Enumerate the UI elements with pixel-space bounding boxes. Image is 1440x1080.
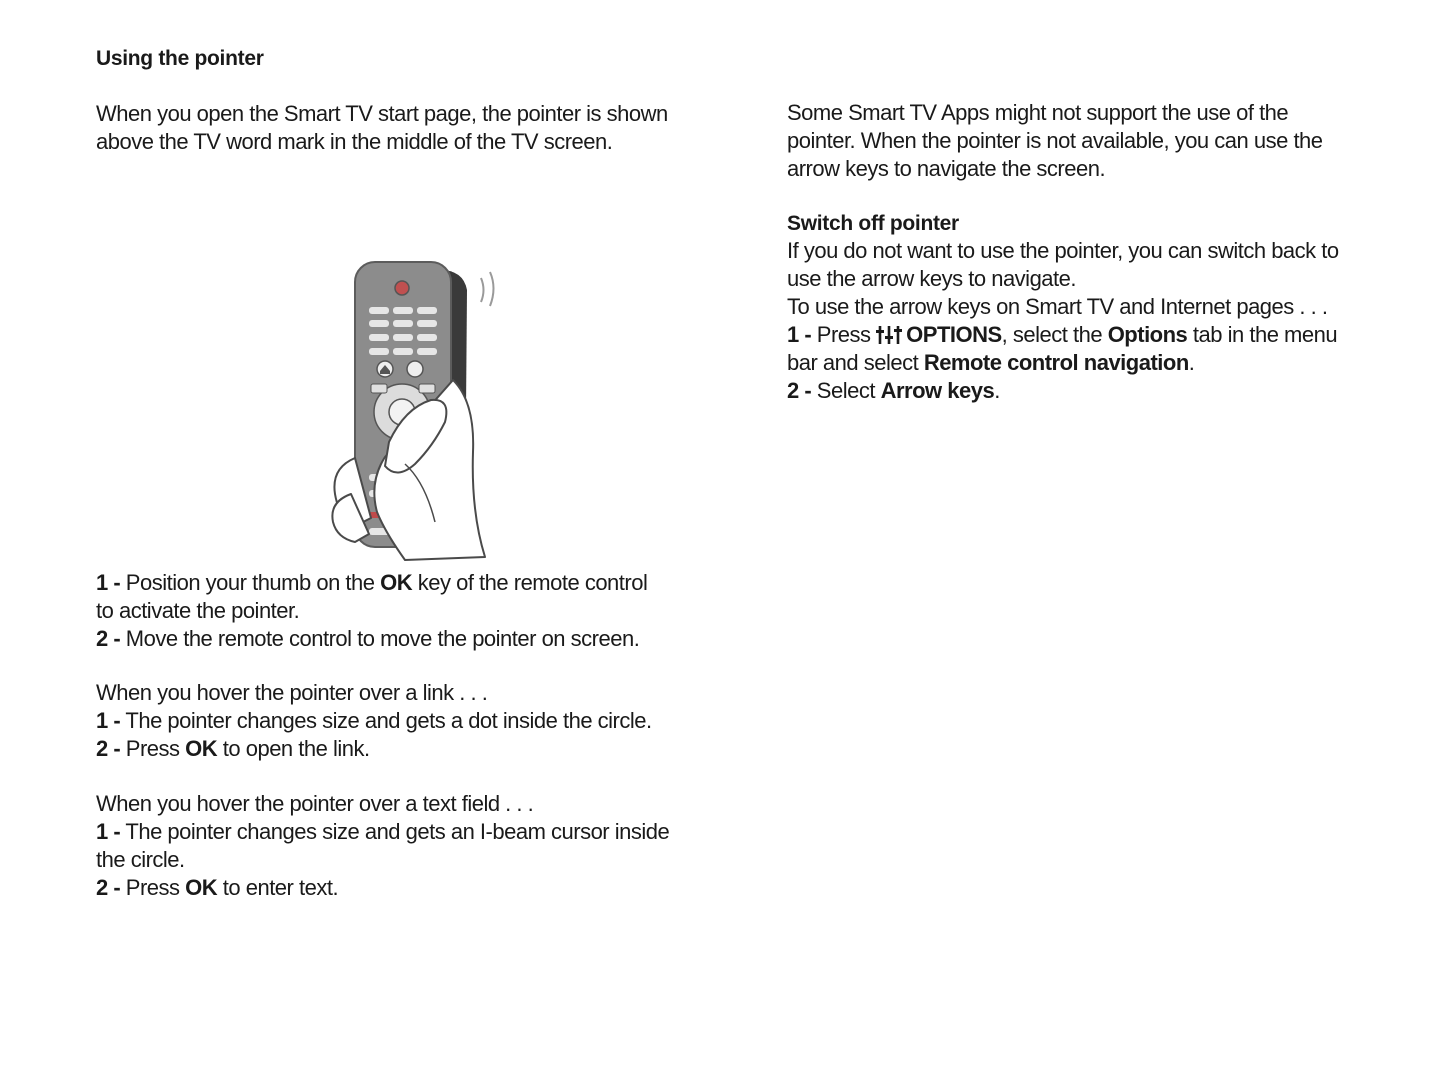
step-1-continued — [787, 349, 1339, 377]
step-1-continued: to activate the pointer. — [96, 598, 300, 623]
options-button-icon — [407, 361, 423, 377]
hover-link-intro: When you hover the pointer over a link . . . — [96, 680, 488, 705]
step-text: , select the — [1001, 322, 1108, 347]
intro-paragraph — [96, 100, 668, 156]
motion-wave-icon — [481, 278, 484, 302]
step-text: key of the remote control — [412, 570, 648, 595]
step-2 — [96, 735, 652, 763]
step-number: 1 - — [96, 708, 121, 733]
ok-key-label: OK — [185, 736, 218, 761]
step-text: . — [1188, 350, 1195, 375]
step-text: to enter text. — [217, 875, 339, 900]
step-text: Select — [811, 378, 881, 403]
hover-textfield-steps — [96, 790, 669, 902]
switch-body-line-3: To use the arrow keys on Smart TV and Internet pages . . . — [787, 294, 1328, 319]
step-text: Press — [120, 875, 186, 900]
step-1 — [787, 321, 1339, 349]
step-text: to open the link. — [217, 736, 370, 761]
step-text: Press — [120, 736, 186, 761]
switch-off-pointer-body — [787, 237, 1339, 405]
apps-note-line-1: Some Smart TV Apps might not support the use of the — [787, 100, 1289, 125]
step-1-continued: the circle. — [96, 847, 185, 872]
step-text: tab in the menu — [1187, 322, 1338, 347]
step-text: Position your thumb on the — [120, 570, 381, 595]
motion-wave-icon — [490, 272, 494, 306]
step-number: 2 - — [96, 875, 121, 900]
step-text: Move the remote control to move the pointer on screen. — [120, 626, 640, 651]
switch-body-line-2: use the arrow keys to navigate. — [787, 266, 1076, 291]
switch-off-pointer-heading: Switch off pointer — [787, 212, 959, 235]
options-icon — [876, 325, 902, 345]
section-title: Using the pointer — [96, 47, 264, 70]
options-tab-label: Options — [1107, 322, 1188, 347]
back-button-icon — [371, 384, 387, 393]
ok-key-label: OK — [185, 875, 218, 900]
step-1 — [96, 707, 652, 735]
step-2 — [787, 377, 1339, 405]
step-1 — [96, 569, 647, 597]
intro-line-1: When you open the Smart TV start page, the pointer is shown — [96, 101, 668, 126]
step-text: Press — [811, 322, 877, 347]
step-2 — [96, 874, 669, 902]
apps-note-line-2: pointer. When the pointer is not available, you can use the — [787, 128, 1323, 153]
hover-textfield-intro: When you hover the pointer over a text field . . . — [96, 791, 534, 816]
step-text: The pointer changes size and gets a dot inside the circle. — [120, 708, 652, 733]
intro-line-2: above the TV word mark in the middle of the TV screen. — [96, 129, 613, 154]
remote-control-navigation-label: Remote control navigation — [923, 350, 1189, 375]
pointer-steps — [96, 569, 647, 653]
apps-note-paragraph — [787, 99, 1323, 183]
step-number: 1 - — [96, 819, 121, 844]
step-text: bar and select — [787, 350, 924, 375]
step-text: The pointer changes size and gets an I-beam cursor inside — [120, 819, 670, 844]
step-number: 2 - — [787, 378, 812, 403]
apps-note-line-3: arrow keys to navigate the screen. — [787, 156, 1106, 181]
step-number: 2 - — [96, 626, 121, 651]
info-button-icon — [419, 384, 435, 393]
switch-body-line-1: If you do not want to use the pointer, you can switch back to — [787, 238, 1339, 263]
options-key-label: OPTIONS — [906, 322, 1002, 347]
hover-link-steps — [96, 679, 652, 763]
ok-key-label: OK — [380, 570, 413, 595]
step-text: . — [994, 378, 1000, 403]
arrow-keys-label: Arrow keys — [880, 378, 995, 403]
step-number: 1 - — [96, 570, 121, 595]
step-1 — [96, 818, 669, 846]
step-number: 1 - — [787, 322, 812, 347]
remote-control-in-hand-illustration — [285, 232, 575, 562]
step-2 — [96, 625, 647, 653]
step-number: 2 - — [96, 736, 121, 761]
power-button-icon — [395, 281, 409, 295]
